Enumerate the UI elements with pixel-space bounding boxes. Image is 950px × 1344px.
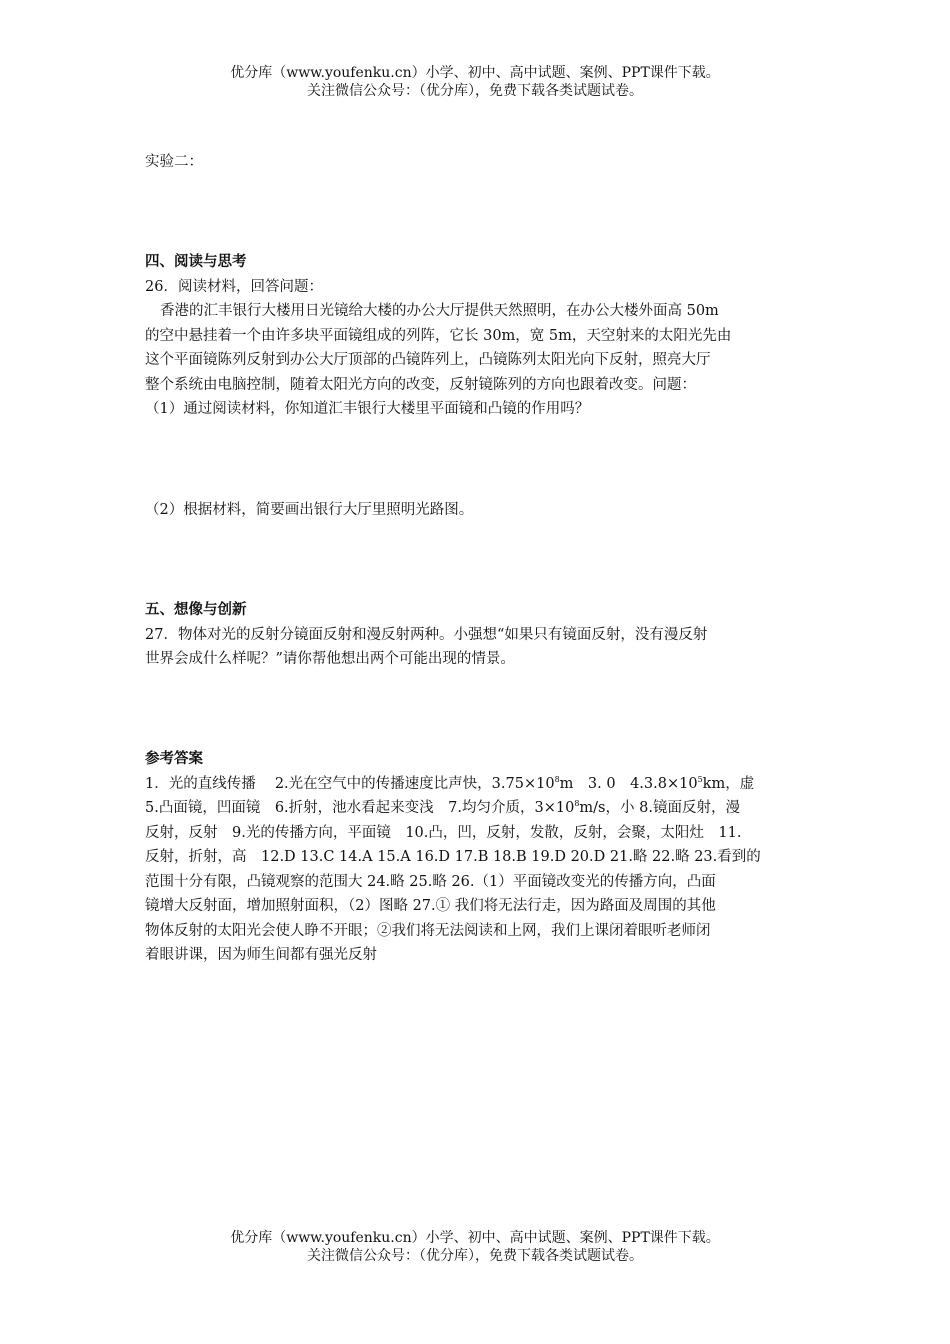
section-4-title: 四、阅读与思考 [145, 253, 247, 270]
question-26-intro: 26．阅读材料，回答问题： [145, 278, 323, 295]
passage-line: 的空中悬挂着一个由许多块平面镜组成的列阵，它长 30m，宽 5m，天空射来的太阳光先由 [145, 327, 732, 344]
section-4 [145, 250, 807, 422]
page-header [0, 64, 950, 100]
experiment-2-label: 实验二： [145, 154, 203, 170]
footer-line-1: 优分库（www.youfenku.cn）小学、初中、高中试题、案例、PPT课件下载。 [230, 1230, 720, 1246]
header-line-2: 关注微信公众号：（优分库），免费下载各类试题试卷。 [307, 83, 643, 99]
footer-line-2: 关注微信公众号：（优分库），免费下载各类试题试卷。 [307, 1248, 643, 1264]
passage-line: 这个平面镜陈列反射到办公大厅顶部的凸镜阵列上，凸镜陈列太阳光向下反射，照亮大厅 [145, 352, 711, 368]
answer-line: 物体反射的太阳光会使人睁不开眼；②我们将无法阅读和上网，我们上课闭着眼听老师闭 [145, 922, 711, 939]
answer-line: 着眼讲课，因为师生间都有强光反射 [145, 947, 377, 963]
question-26-part-2-block [145, 498, 807, 523]
question-27-line: 27．物体对光的反射分镜面反射和漫反射两种。小强想“如果只有镜面反射，没有漫反射 [145, 626, 708, 643]
section-5 [145, 598, 807, 672]
question-27-line: 世界会成什么样呢？”请你帮他想出两个可能出现的情景。 [145, 651, 515, 667]
answer-line: 1．光的直线传播 2.光在空气中的传播速度比声快，$3.75\times 10^8m$ 3. 0 $4.3.8\times 10^5km$，虚 [145, 774, 755, 792]
passage-line: 整个系统由电脑控制，随着太阳光方向的改变，反射镜陈列的方向也跟着改变。问题： [145, 376, 696, 393]
page-footer [0, 1229, 950, 1265]
passage-line: 香港的汇丰银行大楼用日光镜给大楼的办公大厅提供天然照明，在办公大楼外面高 50m [160, 303, 719, 319]
section-5-title: 五、想像与创新 [145, 601, 247, 618]
answers [145, 747, 807, 968]
experiment-2 [145, 150, 807, 175]
answer-line: 反射，折射，高 12.D 13.C 14.A 15.A 16.D 17.B 18.B 19.D 20.D 21.略 22.略 23.看到的 [145, 849, 761, 865]
answer-line: 5.凸面镜，凹面镜 6.折射，池水看起来变浅 7.均匀介质，$3\times 10^8m/s$，小 8.镜面反射，漫 [145, 799, 740, 816]
question-26-part-1: （1）通过阅读材料，你知道汇丰银行大楼里平面镜和凸镜的作用吗？ [145, 401, 590, 417]
header-line-1: 优分库（www.youfenku.cn）小学、初中、高中试题、案例、PPT课件下载。 [230, 65, 720, 81]
answer-line: 范围十分有限，凸镜观察的范围大 24.略 25.略 26.（1）平面镜改变光的传播方向，凸面 [145, 873, 716, 890]
question-26-part-2: （2）根据材料，简要画出银行大厅里照明光路图。 [145, 502, 474, 518]
answer-line: 反射，反射 9.光的传播方向，平面镜 10.凸，凹，反射，发散，反射，会聚，太阳灶 11. [145, 824, 742, 841]
answer-line: 镜增大反射面，增加照射面积，（2）图略 27.① 我们将无法行走，因为路面及周围的其他 [145, 898, 716, 914]
answers-title: 参考答案 [145, 750, 203, 767]
